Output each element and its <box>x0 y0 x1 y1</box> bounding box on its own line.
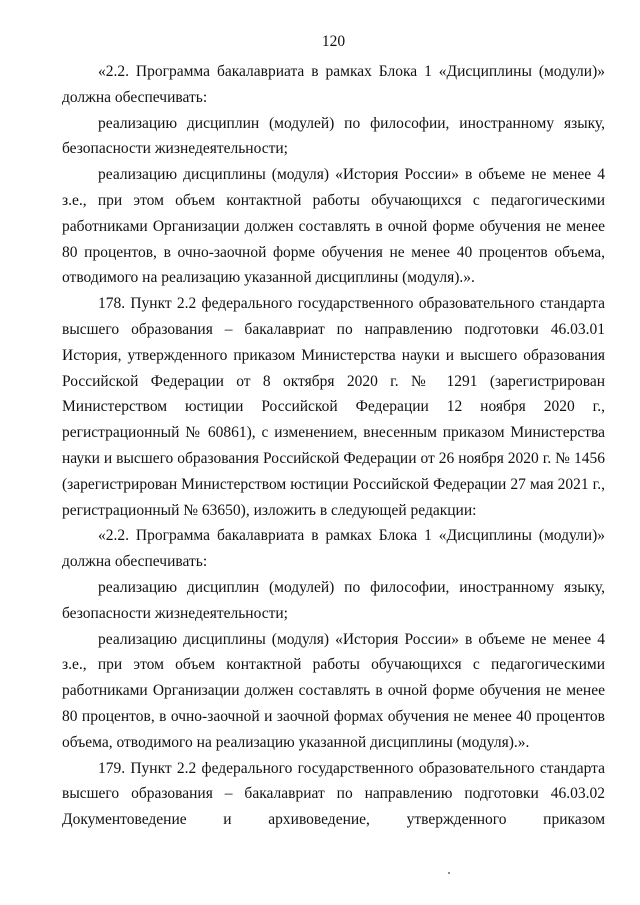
scan-speck <box>448 872 450 874</box>
page-number: 120 <box>321 33 346 50</box>
paragraph-history-course: реализацию дисциплины (модуля) «История России» в объеме не менее 4 з.е., при этом объем контактной работы обучающихся с педагогическими работниками Организации должен составлять в очной форме обучения не менее 80 процентов, в очно-заочной форме обучения не менее 40 процентов объема, отводимого на реализацию указанной дисциплины (модуля).». <box>62 166 605 287</box>
paragraph-item-179: 179. Пункт 2.2 федерального государственного образовательного стандарта высшего образования – бакалавриат по направлению подготовки 46.03.02 Документоведение и архивоведение, утвержденного приказом <box>62 759 605 829</box>
paragraph-quote-2-2-intro-repeat: «2.2. Программа бакалавриата в рамках Блока 1 «Дисциплины (модули)» должна обеспечивать: <box>62 527 605 571</box>
paragraph-disciplines-list-repeat: реализацию дисциплин (модулей) по философии, иностранному языку, безопасности жизнедеятельности; <box>62 578 605 622</box>
paragraph-disciplines-list: реализацию дисциплин (модулей) по философии, иностранному языку, безопасности жизнедеятельности; <box>62 114 605 158</box>
paragraph-item-178: 178. Пункт 2.2 федерального государственного образовательного стандарта высшего образования – бакалавриат по направлению подготовки 46.03.01 История, утвержденного приказом Министерства науки и высшего образования Российской Федерации от 8 октября 2020 г. № 1291 (зарегистрирован Министерством юстиции Российской Федерации 12 ноября 2020 г., регистрационный № 60861), с изменением, внесенным приказом Министерства науки и высшего образования Российской Федерации от 26 ноября 2020 г. № 1456 (зарегистрирован Министерством юстиции Российской Федерации 27 мая 2021 г., регистрационный № 63650), изложить в следующей редакции: <box>62 295 605 519</box>
paragraph-quote-2-2-intro: «2.2. Программа бакалавриата в рамках Блока 1 «Дисциплины (модули)» должна обеспечивать: <box>62 63 605 106</box>
paragraph-history-course-repeat: реализацию дисциплины (модуля) «История России» в объеме не менее 4 з.е., при этом объем контактной работы обучающихся с педагогическими работниками Организации должен составлять в очной форме обучения не менее 80 процентов, в очно-заочной и заочной формах обучения не менее 40 процентов объема, отводимого на реализацию указанной дисциплины (модуля).». <box>62 630 605 751</box>
